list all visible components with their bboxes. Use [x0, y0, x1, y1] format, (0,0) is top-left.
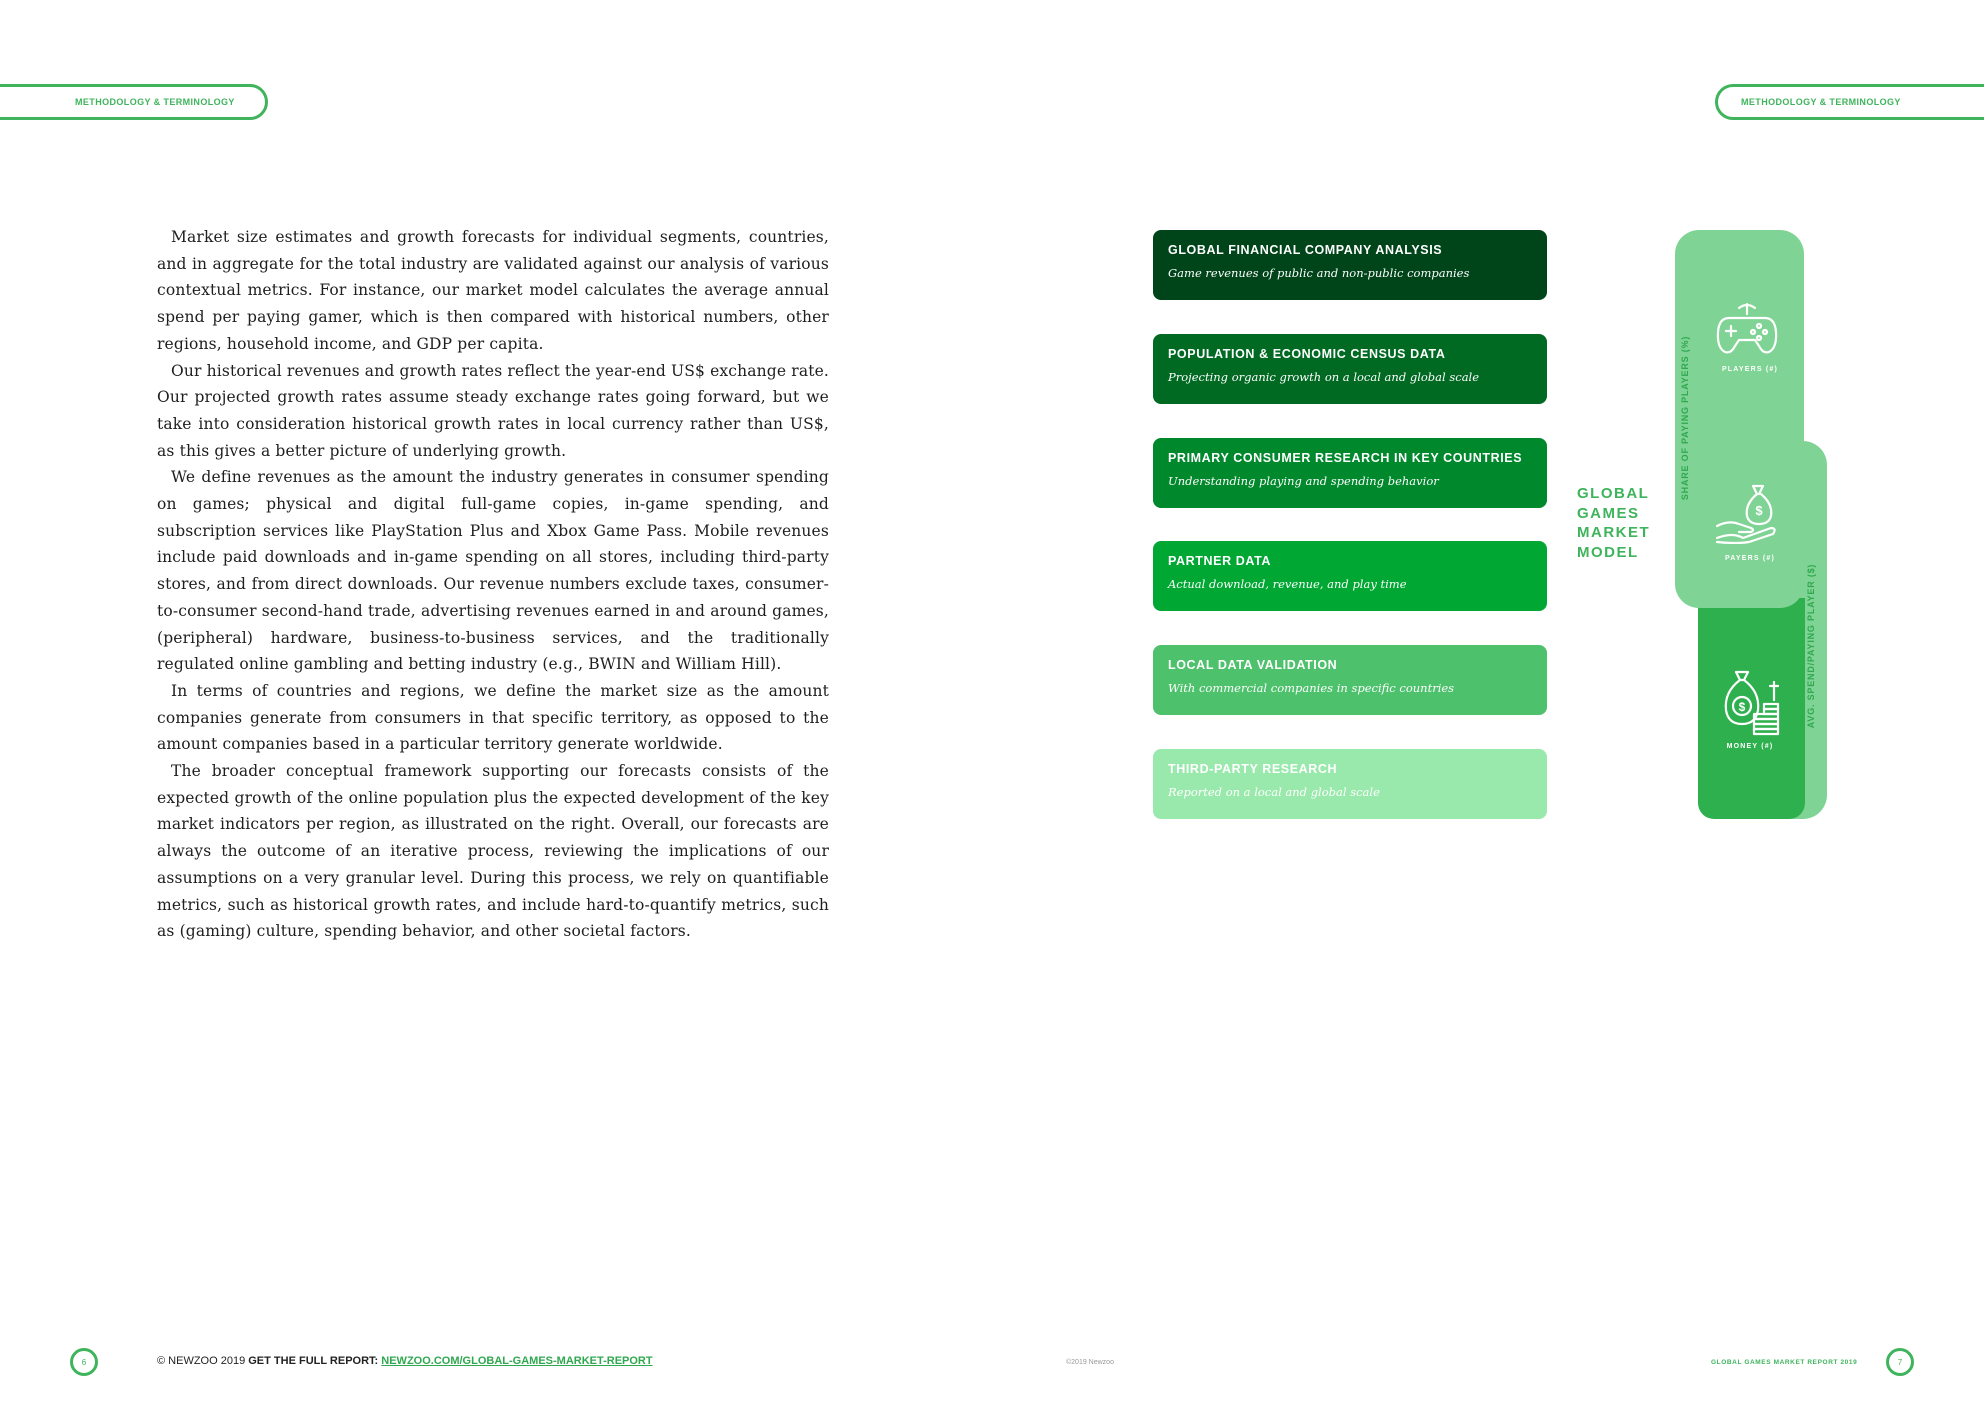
- svg-text:$: $: [1755, 503, 1763, 518]
- page-number-left: [70, 1348, 98, 1376]
- footer-report-title: GLOBAL GAMES MARKET REPORT 2019: [1711, 1359, 1858, 1366]
- payers-caption: PAYERS (#): [1724, 555, 1776, 562]
- source-title: THIRD-PARTY RESEARCH: [1168, 762, 1338, 776]
- source-subtitle: Understanding playing and spending behavior: [1168, 474, 1439, 488]
- source-subtitle: Reported on a local and global scale: [1168, 785, 1380, 799]
- paragraph: Market size estimates and growth forecasts for individual segments, countries, and in aggregate for the total industry are validated against our analysis of various contextual metrics. For instance, our market model calculates the average annual spend per paying gamer, which is then compared with historical numbers, other regions, household income, and GDP per capita.: [157, 228, 829, 353]
- section-tab-right: [1715, 84, 1984, 120]
- footer-copyright: [157, 1355, 653, 1367]
- section-tab-left: [0, 84, 268, 120]
- source-title: GLOBAL FINANCIAL COMPANY ANALYSIS: [1168, 243, 1443, 257]
- paragraph: In terms of countries and regions, we define the market size as the amount companies generate from consumers in that specific territory, as opposed to the amount companies based in a particular territory generate worldwide.: [157, 681, 829, 754]
- copyright-text: © NEWZOO 2019: [157, 1355, 246, 1367]
- paragraph: Our historical revenues and growth rates reflect the year-end US$ exchange rate. Our projected growth rates assume steady exchange rates going forward, but we take into consideration historical growth rates in local currency rather than US$, as this gives a better picture of underlying growth.: [157, 361, 829, 460]
- footer-center-copyright: ©2019 Newzoo: [1066, 1359, 1114, 1366]
- section-tab-label: METHODOLOGY & TERMINOLOGY: [1741, 97, 1901, 107]
- money-bag-hand-icon: [1715, 482, 1779, 544]
- source-subtitle: Game revenues of public and non-public companies: [1168, 266, 1470, 280]
- methodology-body-text: [157, 224, 829, 945]
- share-of-paying-players-label: SHARE OF PAYING PLAYERS (%): [1680, 335, 1690, 501]
- page-number: 7: [1897, 1357, 1903, 1367]
- avg-spend-per-paying-player-label: AVG. SPEND/PAYING PLAYER ($): [1806, 563, 1816, 729]
- model-label-line: GLOBAL: [1577, 485, 1650, 502]
- gamepad-icon: [1715, 300, 1779, 360]
- page-number: 6: [81, 1357, 87, 1367]
- cta-text: GET THE FULL REPORT:: [248, 1355, 379, 1367]
- money-stack-icon: [1718, 668, 1782, 736]
- source-box-third-party-research: [1153, 749, 1547, 819]
- model-label-line: MODEL: [1577, 543, 1639, 561]
- source-subtitle: Actual download, revenue, and play time: [1168, 577, 1407, 591]
- players-caption: PLAYERS (#): [1721, 366, 1779, 373]
- model-label-line: MARKET: [1577, 524, 1651, 541]
- source-box-financial-analysis: [1153, 230, 1547, 300]
- source-title: LOCAL DATA VALIDATION: [1168, 658, 1338, 672]
- source-box-census-data: [1153, 334, 1547, 404]
- model-label-line: GAMES: [1577, 504, 1640, 522]
- source-title: POPULATION & ECONOMIC CENSUS DATA: [1168, 347, 1446, 361]
- money-caption: MONEY (#): [1726, 743, 1774, 750]
- source-box-consumer-research: [1153, 438, 1547, 508]
- section-tab-label: METHODOLOGY & TERMINOLOGY: [75, 97, 235, 107]
- source-subtitle: With commercial companies in specific countries: [1168, 681, 1455, 695]
- source-box-local-validation: [1153, 645, 1547, 715]
- players-pill: [1675, 230, 1804, 608]
- source-title: PARTNER DATA: [1168, 554, 1272, 568]
- svg-text:$: $: [1738, 700, 1746, 714]
- paragraph: We define revenues as the amount the industry generates in consumer spending on games; physical and digital full-game copies, in-game spending, and subscription services like PlayStation Plus and Xbox Game Pass. Mobile revenues include paid downloads and in-game spending on all stores, including third-party stores, and from direct downloads. Our revenue numbers exclude taxes, consumer-to-consumer second-hand trade, advertising revenues earned in and around games, (peripheral) hardware, business-to-business services, and the traditionally regulated online gambling and betting industry (e.g., BWIN and William Hill).: [157, 468, 829, 674]
- source-subtitle: Projecting organic growth on a local and global scale: [1168, 370, 1480, 384]
- global-games-market-model-label: [1577, 484, 1650, 562]
- source-title: PRIMARY CONSUMER RESEARCH IN KEY COUNTRIES: [1168, 451, 1523, 465]
- page-number-right: [1886, 1348, 1914, 1376]
- source-box-partner-data: [1153, 541, 1547, 611]
- paragraph: The broader conceptual framework supporting our forecasts consists of the expected growth of the online population plus the expected development of the key market indicators per region, as illustrated on the right. Overall, our forecasts are always the outcome of an iterative process, reviewing the implications of our assumptions on a very granular level. During this process, we rely on quantifiable metrics, such as historical growth rates, and include hard-to-quantify metrics, such as (gaming) culture, spending behavior, and other societal factors.: [157, 762, 829, 941]
- report-link[interactable]: NEWZOO.COM/GLOBAL-GAMES-MARKET-REPORT: [381, 1355, 653, 1367]
